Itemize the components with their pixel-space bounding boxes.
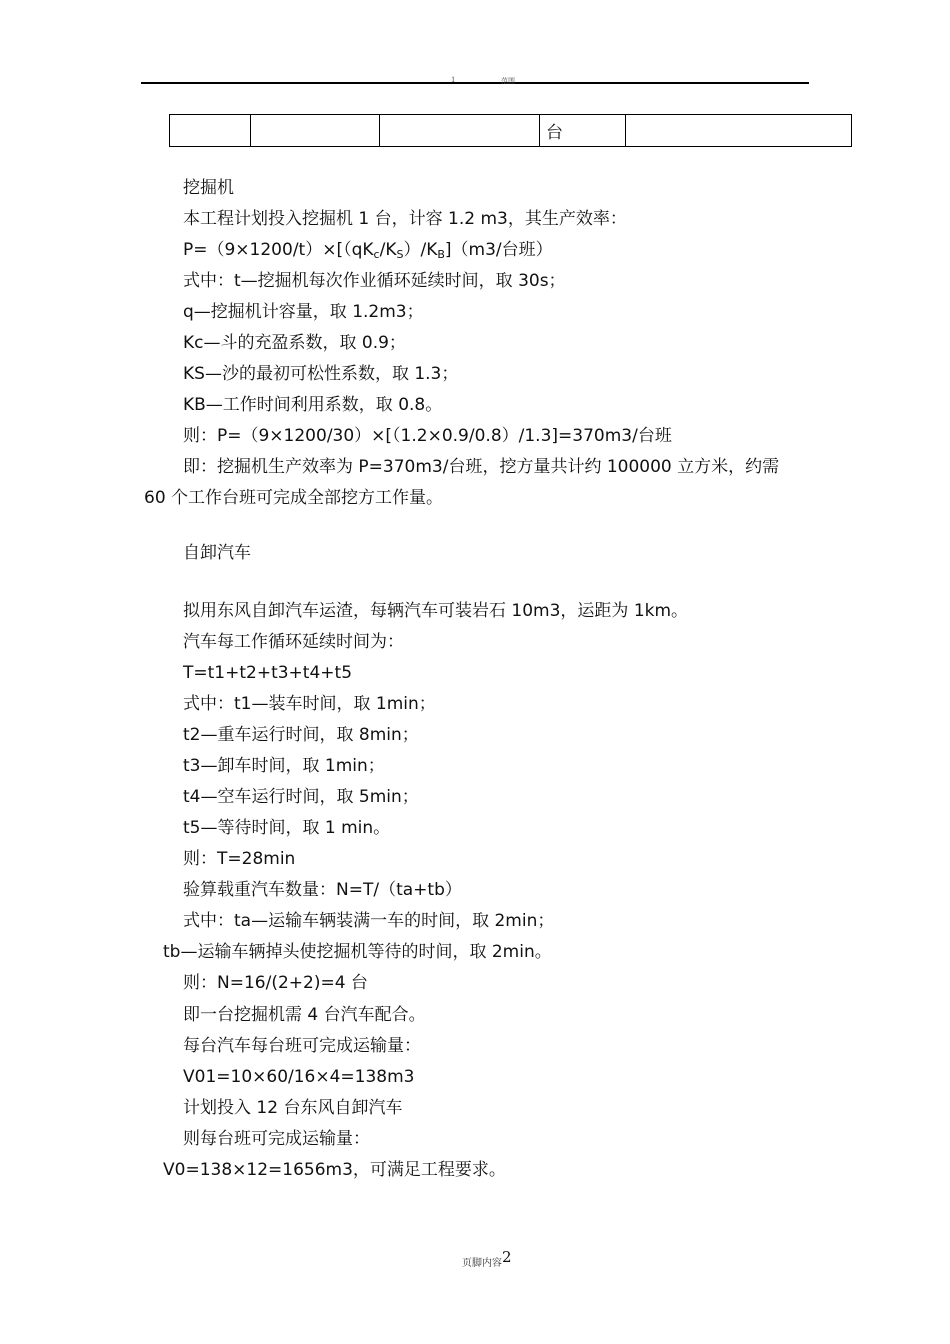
truck-v0: V0=138×12=1656m3，可满足工程要求。 — [163, 1160, 506, 1180]
footer-text: 页脚内容 — [462, 1258, 502, 1269]
header-text: 范围 — [501, 77, 515, 85]
header-rule — [141, 82, 809, 84]
excavator-where-t: 式中：t—挖掘机每次作业循环延续时间，取 30s； — [183, 271, 566, 291]
truck-t1: 式中：t1—装车时间，取 1min； — [183, 694, 436, 714]
table-cell — [626, 115, 852, 147]
table-cell — [170, 115, 251, 147]
truck-t4: t4—空车运行时间，取 5min； — [183, 787, 419, 807]
table-cell — [251, 115, 380, 147]
equipment-table — [169, 114, 852, 147]
truck-intro: 拟用东风自卸汽车运渣，每辆汽车可装岩石 10m3，运距为 1km。 — [183, 601, 689, 621]
truck-per-truck: 每台汽车每台班可完成运输量： — [183, 1036, 421, 1056]
truck-ta: 式中：ta—运输车辆装满一车的时间，取 2min； — [183, 911, 555, 931]
truck-n-result: 则：N=16/(2+2)=4 台 — [183, 973, 368, 993]
excavator-intro: 本工程计划投入挖掘机 1 台，计容 1.2 m3，其生产效率： — [183, 209, 627, 229]
truck-check: 验算载重汽车数量：N=T/（ta+tb） — [183, 880, 462, 900]
truck-title: 自卸汽车 — [183, 543, 251, 563]
truck-plan: 计划投入 12 台东风自卸汽车 — [183, 1098, 403, 1118]
header-page-number: 1 — [451, 76, 456, 84]
truck-t-result: 则：T=28min — [183, 849, 296, 869]
truck-cycle: 汽车每工作循环延续时间为： — [183, 632, 404, 652]
excavator-kc: Kc—斗的充盈系数，取 0.9； — [183, 333, 406, 353]
truck-per-shift: 则每台班可完成运输量： — [183, 1129, 370, 1149]
excavator-summary-1: 即：挖掘机生产效率为 P=370m3/台班，挖方量共计约 100000 立方米，约需 — [183, 457, 780, 477]
table-row — [170, 115, 852, 147]
excavator-ks: KS—沙的最初可松性系数，取 1.3； — [183, 364, 459, 384]
excavator-result: 则：P=（9×1200/30）×[（1.2×0.9/0.8）/1.3]=370m3/台班 — [183, 426, 672, 446]
excavator-q: q—挖掘机计容量，取 1.2m3； — [183, 302, 424, 322]
truck-v01: V01=10×60/16×4=138m3 — [183, 1067, 415, 1087]
excavator-kb: KB—工作时间利用系数，取 0.8。 — [183, 395, 443, 415]
excavator-title: 挖掘机 — [183, 178, 234, 198]
truck-formula-t: T=t1+t2+t3+t4+t5 — [183, 663, 353, 683]
truck-match: 即一台挖掘机需 4 台汽车配合。 — [183, 1005, 426, 1025]
truck-tb: tb—运输车辆掉头使挖掘机等待的时间，取 2min。 — [163, 942, 552, 962]
truck-t5: t5—等待时间，取 1 min。 — [183, 818, 391, 838]
page-footer — [462, 1248, 512, 1270]
table-double-border — [851, 114, 852, 147]
truck-t3: t3—卸车时间，取 1min； — [183, 756, 385, 776]
table-cell — [380, 115, 540, 147]
truck-t2: t2—重车运行时间，取 8min； — [183, 725, 419, 745]
footer-page-number: 2 — [502, 1248, 512, 1266]
table-cell: 台 — [540, 115, 626, 147]
excavator-formula: $P=(9\times 1200/t)\times[(qK_c/K_S)/K_B](m3/$台班） — [183, 240, 553, 261]
excavator-summary-2: 60 个工作台班可完成全部挖方工作量。 — [144, 488, 444, 508]
